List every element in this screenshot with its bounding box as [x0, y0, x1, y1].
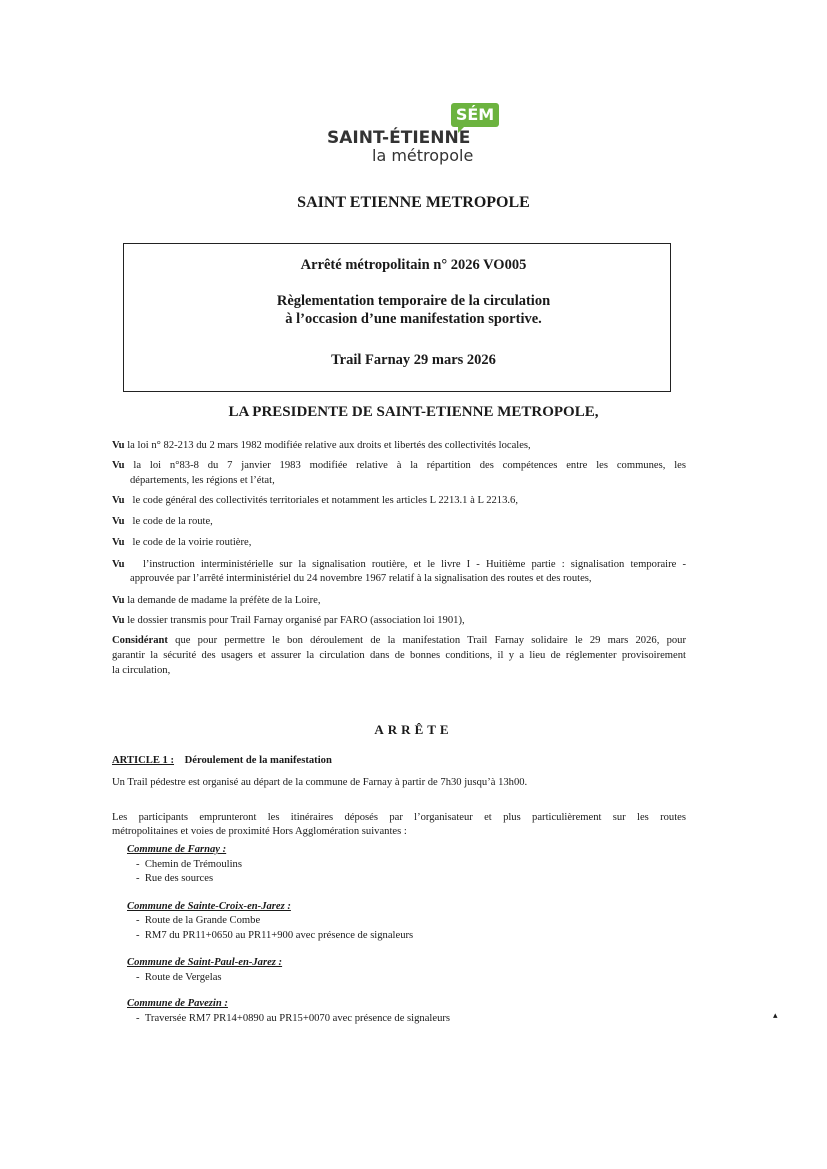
visa-vu: Vu: [112, 440, 125, 451]
route-text: Chemin de Trémoulins: [144, 859, 242, 870]
route-item: [136, 1013, 450, 1024]
org-title: SAINT ETIENNE METROPOLE: [297, 194, 530, 211]
visa-text: le code de la route,: [132, 516, 213, 527]
visa-vu: Vu: [112, 559, 125, 570]
visa-vu: Vu: [112, 495, 125, 506]
visa-text: l’instruction interministérielle sur la signalisation routière, et le livre I - Huitième partie : signalisation temporaire -: [142, 559, 686, 570]
visa-line: [112, 459, 686, 473]
visa-line: [112, 558, 686, 572]
route-item: [136, 873, 213, 884]
considerant-line-1: [112, 634, 686, 648]
visa-text: la demande de madame la préfète de la Loire,: [127, 595, 321, 606]
bullet-dash: -: [136, 972, 145, 983]
logo-badge: SÉM: [451, 103, 499, 127]
bullet-dash: -: [136, 915, 145, 926]
visa-text: le code général des collectivités territoriales et notamment les articles L 2213.1 à L 2213.6,: [132, 495, 518, 506]
route-text: Route de la Grande Combe: [144, 915, 261, 926]
visa-line: [112, 536, 686, 550]
decree-number: Arrêté métropolitain n° 2026 VO005: [300, 257, 527, 273]
route-item: [136, 915, 260, 926]
logo-line-2: la métropole: [372, 146, 474, 165]
visa-vu: Vu: [112, 537, 125, 548]
authority-heading: LA PRESIDENTE DE SAINT-ETIENNE METROPOLE,: [228, 404, 599, 420]
article-1-heading: [112, 754, 686, 768]
visa-line: [112, 594, 686, 608]
bullet-dash: -: [136, 859, 145, 870]
logo-line-1: SAINT-ÉTIENNE: [327, 128, 471, 148]
visa-text: le code de la voirie routière,: [132, 537, 252, 548]
visa-text: la loi n° 82-213 du 2 mars 1982 modifiée relative aux droits et libertés des collectivités locales,: [127, 440, 531, 451]
commune-heading: Commune de Pavezin :: [127, 998, 228, 1009]
route-text: Route de Vergelas: [144, 972, 222, 983]
visa-line: départements, les régions et l’état,: [130, 475, 275, 486]
route-text: RM7 du PR11+0650 au PR11+900 avec présence de signaleurs: [144, 930, 414, 941]
visa-vu: Vu: [112, 615, 125, 626]
visa-vu: Vu: [112, 595, 125, 606]
commune-heading: Commune de Saint-Paul-en-Jarez :: [127, 957, 283, 968]
article-1-label: ARTICLE 1 :: [112, 755, 175, 766]
decree-event: Trail Farnay 29 mars 2026: [331, 352, 496, 368]
article-1-p2-line-2: métropolitaines et voies de proximité Hors Agglomération suivantes :: [112, 826, 407, 837]
bullet-dash: -: [136, 1013, 145, 1024]
decree-subject-2: à l’occasion d’une manifestation sportive.: [285, 311, 542, 327]
article-1-title: Déroulement de la manifestation: [184, 755, 332, 766]
visa-vu: Vu: [112, 460, 125, 471]
route-text: Rue des sources: [144, 873, 214, 884]
scan-mark: ▴: [773, 1010, 778, 1020]
arrete-heading: ARRÊTE: [374, 722, 453, 737]
article-1-p1: Un Trail pédestre est organisé au départ de la commune de Farnay à partir de 7h30 jusqu’à 13h00.: [112, 777, 528, 788]
visa-text: le dossier transmis pour Trail Farnay organisé par FARO (association loi 1901),: [127, 615, 465, 626]
considerant-line-3: la circulation,: [112, 665, 171, 676]
visa-line: [112, 614, 686, 628]
bullet-dash: -: [136, 930, 145, 941]
considerant-text: que pour permettre le bon déroulement de la manifestation Trail Farnay solidaire le 29 mars 2026, pour: [175, 635, 686, 646]
visa-vu: Vu: [112, 516, 125, 527]
visa-line: [112, 515, 686, 529]
article-1-p2-line-1: Les participants emprunteront les itinéraires déposés par l’organisateur et plus particulièrement sur les routes: [112, 812, 686, 823]
considerant-lead: Considérant: [112, 635, 168, 646]
decree-subject-1: Règlementation temporaire de la circulation: [276, 293, 551, 309]
visa-line: [112, 494, 686, 508]
commune-heading: Commune de Sainte-Croix-en-Jarez :: [127, 901, 291, 912]
considerant-line-2: garantir la sécurité des usagers et assurer la circulation dans de bonnes conditions, il y a lieu de réglementer provisoirement: [112, 650, 686, 661]
commune-heading: Commune de Farnay :: [127, 844, 227, 855]
visa-line: approuvée par l’arrêté interministériel du 24 novembre 1967 relatif à la signalisation des routes et des routes,: [130, 573, 592, 584]
route-item: [136, 930, 413, 941]
visa-line: [112, 439, 686, 453]
visa-text: la loi n°83-8 du 7 janvier 1983 modifiée relative à la répartition des compétences entre les communes, les: [133, 460, 686, 471]
route-text: Traversée RM7 PR14+0890 au PR15+0070 avec présence de signaleurs: [144, 1013, 451, 1024]
route-item: [136, 972, 222, 983]
route-item: [136, 859, 242, 870]
bullet-dash: -: [136, 873, 145, 884]
